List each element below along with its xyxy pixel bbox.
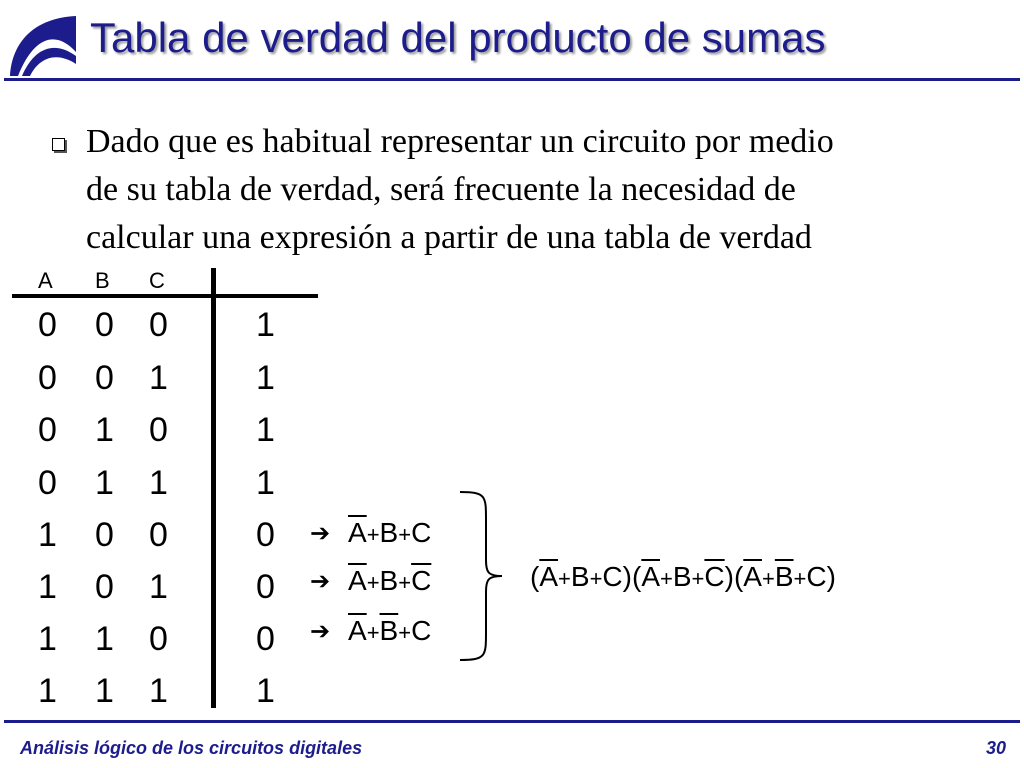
- table-input-cell: 0: [38, 359, 57, 397]
- table-header-line: [12, 294, 318, 298]
- negated-variable: $\overline{A}$: [743, 561, 762, 592]
- table-input-cell: 0: [95, 306, 114, 344]
- table-input-cell: 1: [38, 620, 57, 658]
- plus-operator: +: [398, 620, 412, 645]
- slide-title: Tabla de verdad del producto de sumas: [90, 14, 826, 61]
- plus-operator: +: [660, 566, 673, 591]
- intro-paragraph: [86, 118, 986, 262]
- intro-line: Dado que es habitual representar un circuito por medio: [86, 123, 834, 160]
- right-arrow-icon: ➔: [310, 568, 331, 595]
- table-output-cell: 1: [256, 411, 275, 449]
- plus-operator: +: [366, 522, 380, 547]
- expression-symbol: B: [570, 561, 590, 592]
- plus-operator: +: [793, 566, 807, 591]
- plus-operator: +: [691, 566, 705, 591]
- expression-symbol: C: [602, 561, 623, 592]
- table-input-cell: 0: [38, 306, 57, 344]
- table-input-cell: 1: [149, 359, 168, 397]
- table-input-cell: 0: [149, 411, 168, 449]
- negated-variable: $\overline{B}$: [774, 561, 794, 592]
- expression-symbol: )(: [622, 561, 642, 592]
- column-header-a: A: [38, 268, 53, 293]
- negated-variable: $\overline{A}$: [348, 565, 367, 596]
- negated-variable: $\overline{A}$: [348, 615, 367, 646]
- negated-variable: $\overline{A}$: [348, 517, 367, 548]
- footer-page-number: 30: [985, 738, 1006, 758]
- column-header-b: B: [95, 268, 110, 293]
- footer-divider: [4, 720, 1020, 723]
- expression-symbol: ): [826, 561, 836, 592]
- expression-symbol: C: [806, 561, 827, 592]
- table-output-cell: 1: [256, 306, 275, 344]
- table-input-cell: 1: [95, 620, 114, 658]
- table-input-cell: 1: [95, 464, 114, 502]
- table-input-cell: 0: [38, 464, 57, 502]
- expression-symbol: B: [379, 565, 399, 596]
- right-brace-icon: [458, 490, 528, 662]
- maxterm: [348, 616, 431, 648]
- table-output-cell: 1: [256, 359, 275, 397]
- footer-course-title: Análisis lógico de los circuitos digitales: [20, 738, 363, 758]
- negated-variable: $\overline{A}$: [539, 561, 559, 592]
- expression-symbol: )(: [724, 561, 744, 592]
- table-input-cell: 1: [38, 568, 57, 606]
- right-arrow-icon: ➔: [310, 618, 331, 645]
- plus-operator: +: [398, 522, 412, 547]
- table-input-cell: 1: [95, 672, 114, 710]
- plus-operator: +: [398, 570, 412, 595]
- plus-operator: +: [366, 620, 380, 645]
- table-input-cell: 0: [38, 411, 57, 449]
- hollow-square-bullet-icon: [52, 138, 65, 151]
- negated-variable: $\overline{C}$: [704, 561, 725, 592]
- plus-operator: +: [589, 566, 603, 591]
- table-output-separator: [211, 268, 216, 708]
- expression-symbol: (: [530, 561, 540, 592]
- plus-operator: +: [558, 566, 571, 591]
- table-input-cell: 1: [38, 516, 57, 554]
- maxterm: [348, 518, 431, 550]
- table-output-cell: 1: [256, 672, 275, 710]
- table-input-cell: 0: [149, 620, 168, 658]
- intro-line: de su tabla de verdad, será frecuente la necesidad de: [86, 171, 796, 208]
- table-output-cell: 0: [256, 516, 275, 554]
- plus-operator: +: [761, 566, 775, 591]
- column-header-c: C: [149, 268, 165, 293]
- table-input-cell: 0: [95, 568, 114, 606]
- table-input-cell: 0: [95, 516, 114, 554]
- table-input-cell: 0: [149, 516, 168, 554]
- expression-symbol: C: [411, 615, 432, 646]
- table-input-cell: 0: [149, 306, 168, 344]
- plus-operator: +: [366, 570, 380, 595]
- negated-variable: $\overline{B}$: [379, 615, 399, 646]
- table-input-cell: 1: [149, 568, 168, 606]
- table-output-cell: 0: [256, 568, 275, 606]
- table-input-cell: 1: [149, 464, 168, 502]
- table-input-cell: 1: [149, 672, 168, 710]
- table-output-cell: 1: [256, 464, 275, 502]
- table-input-cell: 1: [95, 411, 114, 449]
- table-input-cell: 0: [95, 359, 114, 397]
- maxterm: [348, 566, 431, 598]
- intro-line: calcular una expresión a partir de una tabla de verdad: [86, 219, 812, 256]
- logo-icon: [4, 12, 78, 78]
- table-input-cell: 1: [38, 672, 57, 710]
- expression-symbol: C: [411, 517, 432, 548]
- table-output-cell: 0: [256, 620, 275, 658]
- negated-variable: $\overline{A}$: [641, 561, 660, 592]
- expression-symbol: B: [379, 517, 399, 548]
- title-divider: [4, 78, 1020, 81]
- right-arrow-icon: ➔: [310, 520, 331, 547]
- product-of-sums-expression: [530, 562, 836, 594]
- negated-variable: $\overline{C}$: [411, 565, 432, 596]
- expression-symbol: B: [672, 561, 692, 592]
